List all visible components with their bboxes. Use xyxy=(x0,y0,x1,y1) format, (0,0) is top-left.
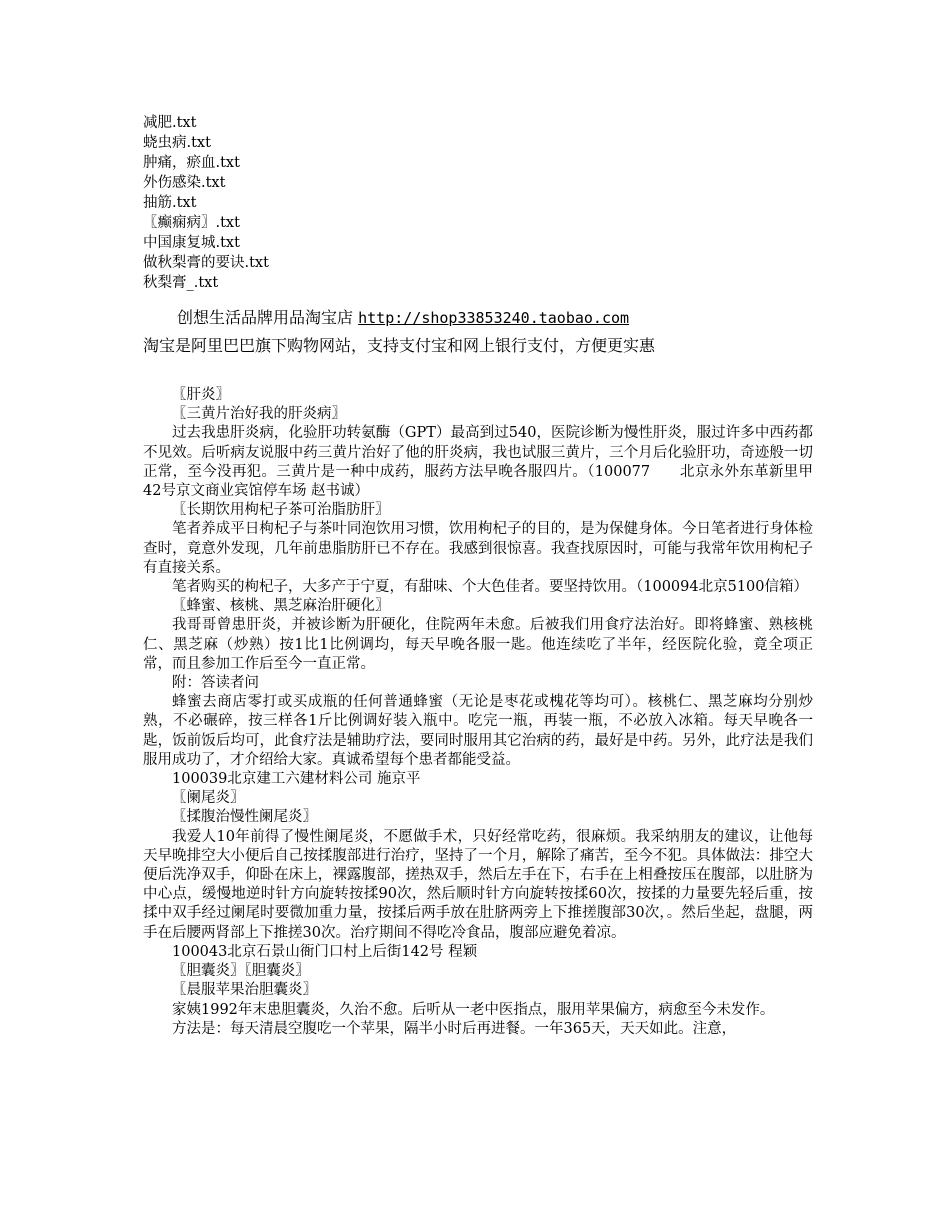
file-list-item: 秋梨膏_.txt xyxy=(143,275,219,291)
paragraph: 方法是：每天清晨空腹吃一个苹果，隔半小时后再进餐。一年365天，天天如此。注意， xyxy=(172,1020,737,1037)
author-line: 100039北京建工六建材料公司 施京平 xyxy=(172,771,421,788)
file-list-item: 肿痛，瘀血.txt xyxy=(143,155,240,171)
paragraph: 笔者购买的枸杞子，大多产于宁夏，有甜味、个大色佳者。要坚持饮用。（100094北京5100信箱） xyxy=(172,579,808,596)
article-title: 〖蜂蜜、核桃、黑芝麻治肝硬化〗 xyxy=(172,598,390,615)
article-title: 〖揉腹治慢性阑尾炎〗 xyxy=(172,809,317,826)
file-list-item: 蛲虫病.txt xyxy=(143,135,211,151)
article-title: 〖三黄片治好我的肝炎病〗 xyxy=(172,406,346,423)
shop-url-link[interactable]: http://shop33853240.taobao.com xyxy=(358,309,630,327)
shop-line xyxy=(143,306,813,330)
paragraph: 笔者养成平日枸杞子与茶叶同泡饮用习惯，饮用枸杞子的目的，是为保健身体。今日笔者进行身体检查时，竟意外发现，几年前患脂肪肝已不存在。我感到很惊喜。我查找原因时，可能与我常年饮用枸杞子有直接关系。 xyxy=(143,521,813,576)
file-list-item: 减肥.txt xyxy=(143,115,197,131)
document-page xyxy=(143,113,813,1039)
article-title: 〖晨服苹果治胆囊炎〗 xyxy=(172,982,317,999)
author-line: 100043北京石景山衙门口村上后街142号 程颖 xyxy=(172,943,478,960)
file-list-item: 做秋梨膏的要诀.txt xyxy=(143,255,269,271)
section-heading: 〖胆囊炎〗〖胆囊炎〗 xyxy=(172,963,310,980)
section-heading: 〖肝炎〗 xyxy=(172,387,230,403)
shop-name: 创想生活品牌用品淘宝店 xyxy=(177,308,354,327)
section-heading: 〖阑尾炎〗 xyxy=(172,790,245,807)
article-body xyxy=(143,386,813,1039)
paragraph: 过去我患肝炎病，化验肝功转氨酶（GPT）最高到过540，医院诊断为慢性肝炎，服过许多中西药都不见效。后听病友说服中药三黄片治好了他的肝炎病，我也试服三黄片，三个月后化验肝功，奇迹般一切正常，至今没再犯。三黄片是一种中成药，服药方法早晚各服四片。（100077 北京永外东革新里甲42号京文商业宾馆停车场 赵书诚） xyxy=(143,425,813,500)
article-title: 〖长期饮用枸杞子茶可治脂肪肝〗 xyxy=(172,502,390,519)
file-list-item: 中国康复城.txt xyxy=(143,235,240,251)
file-list-item: 〖癫痫病〗.txt xyxy=(143,215,240,231)
paragraph: 附：答读者问 xyxy=(172,675,259,692)
file-list-item: 外伤感染.txt xyxy=(143,175,226,191)
paragraph: 家姨1992年末患胆囊炎，久治不愈。后听从一老中医指点，服用苹果偏方，病愈至今未发作。 xyxy=(172,1001,775,1018)
paragraph: 我哥哥曾患肝炎，并被诊断为肝硬化，住院两年未愈。后被我们用食疗法治好。即将蜂蜜、熟核桃仁、黑芝麻（炒熟）按1比1比例调均，每天早晚各服一匙。他连续吃了半年，经医院化验，竟全项正常，而且参加工作后至今一直正常。 xyxy=(143,617,813,672)
paragraph: 蜂蜜去商店零打或买成瓶的任何普通蜂蜜（无论是枣花或槐花等均可）。核桃仁、黑芝麻均分别炒熟，不必碾碎，按三样各1斤比例调好装入瓶中。吃完一瓶，再装一瓶，不必放入冰箱。每天早晚各一匙，饭前饭后均可，此食疗法是辅助疗法，要同时服用其它治病的药，最好是中药。另外，此疗法是我们服用成功了，才介绍给大家。真诚希望每个患者都能受益。 xyxy=(143,694,813,768)
tagline: 淘宝是阿里巴巴旗下购物网站，支持支付宝和网上银行支付，方便更实惠 xyxy=(143,336,656,355)
file-list-item: 抽筋.txt xyxy=(143,195,197,211)
paragraph: 我爱人10年前得了慢性阑尾炎，不愿做手术，只好经常吃药，很麻烦。我采纳朋友的建议，让他每天早晚排空大小便后自己按揉腹部进行治疗，坚持了一个月，解除了痛苦，至今不犯。具体做法：排空大便后洗净双手，仰卧在床上，裸露腹部，搓热双手，然后左手在下，右手在上相叠按压在腹部，以肚脐为中心点，缓慢地逆时针方向旋转按揉90次，然后顺时针方向旋转按揉60次，按揉的力量要先轻后重，按揉中双手经过阑尾时要微加重力量，按揉后两手放在肚脐两旁上下推搓腹部30次，。然后坐起，盘腿，两手在后腰两肾部上下推搓30次。治疗期间不得吃冷食品，腹部应避免着凉。 xyxy=(143,828,813,941)
file-list xyxy=(143,113,813,293)
